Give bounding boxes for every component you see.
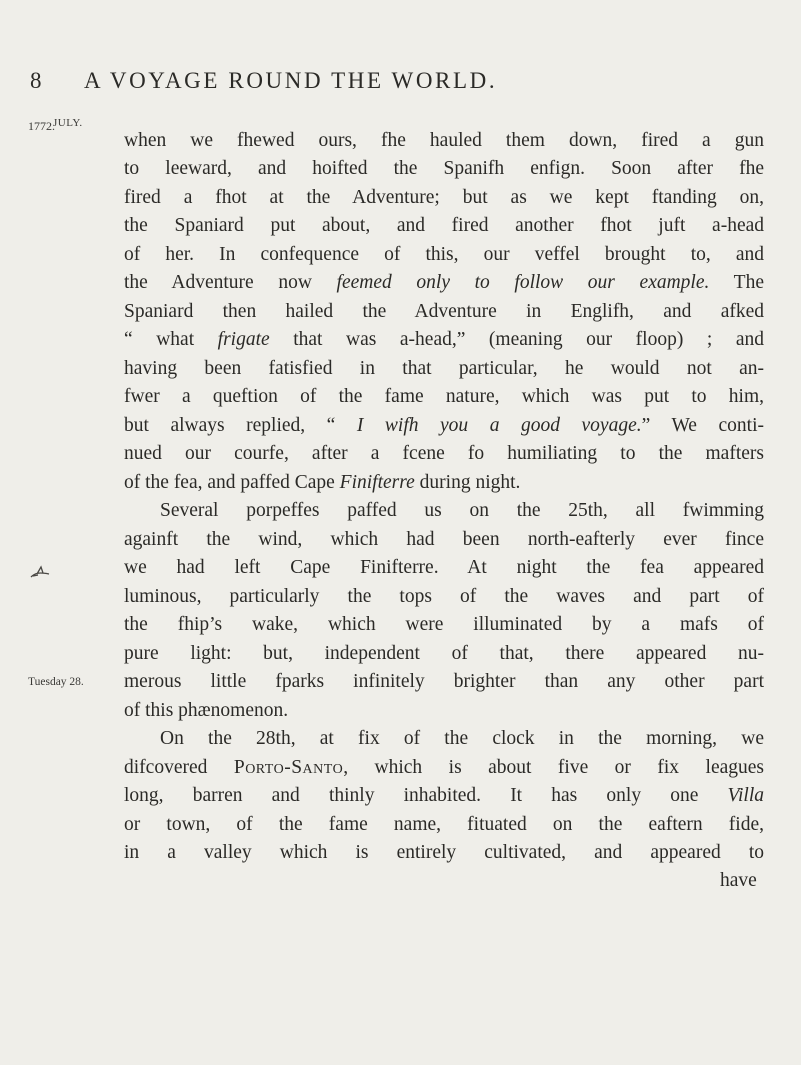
text-run: Finifterre bbox=[339, 471, 415, 493]
text-line bbox=[160, 501, 764, 521]
running-head: A VOYAGE ROUND THE WORLD. bbox=[84, 68, 498, 93]
text-line bbox=[124, 216, 764, 236]
text-line bbox=[124, 359, 764, 379]
text-line bbox=[124, 188, 764, 208]
printer-ornament-icon bbox=[29, 563, 51, 579]
text-line bbox=[124, 530, 764, 550]
text-run: long, barren and thinly inhabited. It has only one bbox=[124, 785, 728, 807]
text-line bbox=[124, 644, 764, 664]
text-run: but always replied, “ bbox=[124, 414, 357, 436]
text-line bbox=[124, 843, 764, 863]
page-header bbox=[0, 66, 801, 106]
text-run: frigate bbox=[217, 329, 270, 351]
margin-year: 1772. bbox=[28, 119, 55, 133]
text-run: ” We conti- bbox=[641, 414, 764, 436]
text-run: that was a-head,” (meaning our floop) ; and bbox=[269, 329, 765, 351]
text-run: we had left Cape Finifterre. At night the fea appeared bbox=[124, 557, 764, 579]
text-run: nued our courfe, after a fcene fo humiliating to the mafters bbox=[124, 443, 764, 465]
text-line bbox=[124, 672, 764, 692]
text-run: of her. In confequence of this, our veffel brought to, and bbox=[124, 243, 764, 265]
text-run: luminous, particularly the tops of the waves and part of bbox=[124, 585, 764, 607]
text-line bbox=[160, 729, 764, 749]
text-run: the Spaniard put about, and fired another fhot juft a-head bbox=[124, 215, 764, 237]
text-run: On the 28th, at fix of the clock in the morning, we bbox=[160, 728, 764, 750]
text-run: having been fatisfied in that particular, he would not an- bbox=[124, 357, 764, 379]
text-line bbox=[124, 302, 764, 322]
text-run: merous little fparks infinitely brighter than any other part bbox=[124, 671, 764, 693]
margin-month: JULY. bbox=[53, 117, 83, 129]
text-line bbox=[124, 387, 764, 407]
text-run: have bbox=[720, 870, 757, 892]
text-run: difcovered bbox=[124, 756, 234, 778]
text-run: Villa bbox=[727, 785, 764, 807]
text-line bbox=[124, 159, 764, 179]
text-line bbox=[124, 558, 764, 578]
text-run: or town, of the fame name, fituated on the eaftern fide, bbox=[124, 813, 764, 835]
text-line bbox=[124, 416, 764, 436]
text-run: fwer a queftion of the fame nature, which was put to him, bbox=[124, 386, 764, 408]
text-line bbox=[124, 786, 764, 806]
text-line bbox=[720, 871, 757, 891]
text-run: the fhip’s wake, which were illuminated by a mafs of bbox=[124, 614, 764, 636]
text-run: when we fhewed ours, fhe hauled them down, fired a gun bbox=[124, 130, 764, 151]
text-run: I wifh you a good voyage. bbox=[356, 414, 642, 436]
text-run: of this phænomenon. bbox=[124, 699, 289, 721]
text-run: during night. bbox=[414, 471, 521, 493]
text-line bbox=[124, 330, 764, 350]
text-run: The bbox=[709, 272, 764, 294]
text-line bbox=[124, 701, 288, 721]
text-run: feemed only to follow our example. bbox=[336, 272, 710, 294]
text-run: the Adventure now bbox=[124, 272, 337, 294]
text-run: Porto-Santo bbox=[233, 756, 344, 778]
text-run: in a valley which is entirely cultivated, and appeared to bbox=[124, 842, 764, 863]
text-run: “ what bbox=[124, 329, 218, 351]
text-run: to leeward, and hoifted the Spanifh enfign. Soon after fhe bbox=[124, 158, 764, 180]
text-run: againft the wind, which had been north-eafterly ever fince bbox=[124, 528, 764, 550]
text-line bbox=[124, 587, 764, 607]
text-run: , which is about five or fix leagues bbox=[343, 756, 764, 778]
text-line bbox=[124, 615, 764, 635]
text-line bbox=[124, 473, 520, 493]
text-run: of the fea, and paffed Cape bbox=[124, 471, 340, 493]
margin-day: Tuesday 28. bbox=[28, 676, 84, 688]
text-run: pure light: but, independent of that, there appeared nu- bbox=[124, 642, 764, 664]
text-line bbox=[124, 273, 764, 293]
text-run: fired a fhot at the Adventure; but as we kept ftanding on, bbox=[124, 186, 764, 208]
text-line bbox=[124, 815, 764, 835]
text-line bbox=[124, 245, 764, 265]
text-run: Several porpeffes paffed us on the 25th, all fwimming bbox=[160, 500, 764, 522]
text-run: Spaniard then hailed the Adventure in Englifh, and afked bbox=[124, 300, 764, 322]
text-line bbox=[124, 758, 764, 778]
text-line bbox=[124, 131, 764, 151]
text-line bbox=[124, 444, 764, 464]
page-number: 8 bbox=[30, 68, 42, 93]
